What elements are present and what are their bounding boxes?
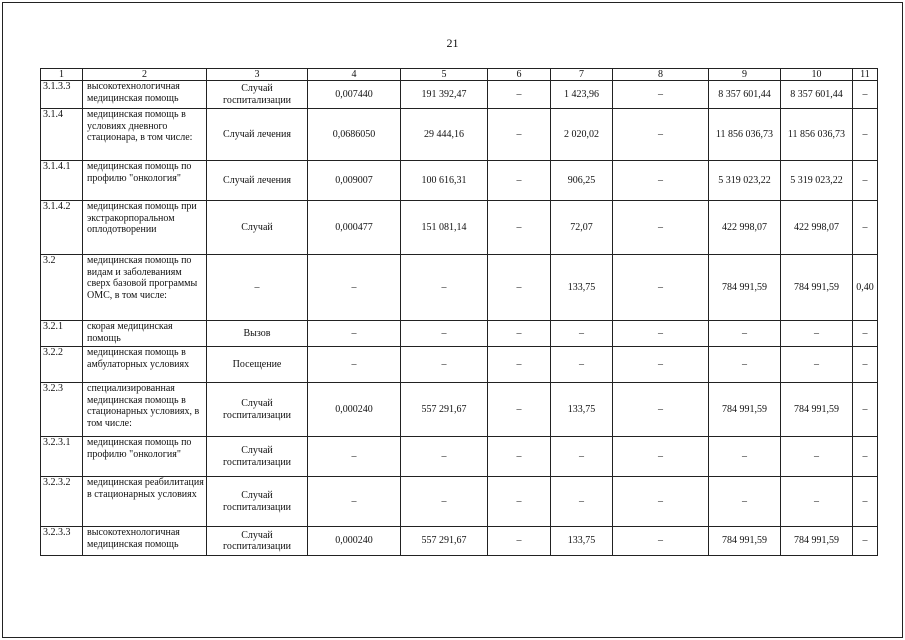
table-cell: 0,000477: [308, 201, 401, 255]
table-cell: 5 319 023,22: [781, 161, 853, 201]
table-cell: –: [781, 477, 853, 527]
table-cell: –: [401, 477, 488, 527]
table-cell: –: [488, 161, 551, 201]
table-cell: –: [781, 347, 853, 383]
table-cell: –: [613, 81, 709, 109]
table-cell: Случай лечения: [207, 161, 308, 201]
table-row: [41, 321, 878, 347]
table-cell: 191 392,47: [401, 81, 488, 109]
table-cell: –: [401, 347, 488, 383]
column-header: 2: [83, 69, 207, 81]
row-name: медицинская помощь по профилю "онкология": [83, 161, 207, 201]
row-code: 3.2.3.3: [41, 527, 83, 556]
table-row: [41, 437, 878, 477]
row-code: 3.2.3.1: [41, 437, 83, 477]
column-header: 8: [613, 69, 709, 81]
column-header: 9: [709, 69, 781, 81]
row-name: медицинская помощь в условиях дневного стационара, в том числе:: [83, 109, 207, 161]
table-cell: –: [853, 437, 878, 477]
row-code: 3.2.1: [41, 321, 83, 347]
table-row: [41, 255, 878, 321]
table-cell: 557 291,67: [401, 383, 488, 437]
table-cell: –: [853, 477, 878, 527]
row-code: 3.1.4: [41, 109, 83, 161]
table-cell: 784 991,59: [781, 255, 853, 321]
table-cell: –: [613, 437, 709, 477]
column-header: 3: [207, 69, 308, 81]
table-cell: 0,40: [853, 255, 878, 321]
data-table: [40, 68, 878, 556]
table-cell: –: [709, 477, 781, 527]
table-cell: –: [853, 527, 878, 556]
table-cell: –: [308, 255, 401, 321]
table-cell: 133,75: [551, 383, 613, 437]
table-cell: –: [781, 321, 853, 347]
row-name: медицинская помощь при экстракорпоральном оплодотворении: [83, 201, 207, 255]
table-cell: –: [613, 201, 709, 255]
table-cell: 784 991,59: [781, 527, 853, 556]
row-name: скорая медицинская помощь: [83, 321, 207, 347]
table-cell: 100 616,31: [401, 161, 488, 201]
table-cell: –: [613, 477, 709, 527]
row-code: 3.2.2: [41, 347, 83, 383]
table-cell: 0,0686050: [308, 109, 401, 161]
table-cell: –: [401, 321, 488, 347]
table-cell: –: [781, 437, 853, 477]
table-cell: –: [308, 347, 401, 383]
table-cell: –: [207, 255, 308, 321]
row-code: 3.1.3.3: [41, 81, 83, 109]
table-cell: –: [709, 321, 781, 347]
table-cell: Случай госпитализации: [207, 383, 308, 437]
table-row: [41, 109, 878, 161]
table-cell: 422 998,07: [781, 201, 853, 255]
header-row: [41, 69, 878, 81]
row-code: 3.2: [41, 255, 83, 321]
column-header: 10: [781, 69, 853, 81]
row-name: медицинская помощь в амбулаторных условиях: [83, 347, 207, 383]
table-cell: 133,75: [551, 527, 613, 556]
column-header: 4: [308, 69, 401, 81]
table-cell: 422 998,07: [709, 201, 781, 255]
table-cell: –: [551, 437, 613, 477]
row-name: медицинская помощь по видам и заболеваниям сверх базовой программы ОМС, в том числе:: [83, 255, 207, 321]
table-cell: –: [551, 347, 613, 383]
table-cell: 0,000240: [308, 527, 401, 556]
table-row: [41, 527, 878, 556]
row-code: 3.2.3.2: [41, 477, 83, 527]
table-cell: 2 020,02: [551, 109, 613, 161]
column-header: 11: [853, 69, 878, 81]
table-cell: 784 991,59: [709, 527, 781, 556]
row-name: высокотехнологичная медицинская помощь: [83, 81, 207, 109]
table-cell: –: [613, 321, 709, 347]
table-row: [41, 477, 878, 527]
row-name: медицинская помощь по профилю "онкология": [83, 437, 207, 477]
table-row: [41, 161, 878, 201]
table-cell: 906,25: [551, 161, 613, 201]
table-cell: –: [709, 347, 781, 383]
table-cell: 11 856 036,73: [709, 109, 781, 161]
table-cell: 133,75: [551, 255, 613, 321]
table-cell: –: [853, 321, 878, 347]
table-cell: Посещение: [207, 347, 308, 383]
table-cell: Вызов: [207, 321, 308, 347]
table-cell: 0,007440: [308, 81, 401, 109]
table-row: [41, 383, 878, 437]
table-cell: 557 291,67: [401, 527, 488, 556]
row-code: 3.1.4.1: [41, 161, 83, 201]
table-cell: –: [613, 161, 709, 201]
table-cell: –: [853, 201, 878, 255]
table-cell: –: [401, 437, 488, 477]
table-cell: –: [551, 477, 613, 527]
column-header: 6: [488, 69, 551, 81]
table-cell: 784 991,59: [781, 383, 853, 437]
table-cell: –: [488, 109, 551, 161]
table-cell: –: [308, 437, 401, 477]
table-cell: 72,07: [551, 201, 613, 255]
table-cell: 8 357 601,44: [781, 81, 853, 109]
table-cell: –: [709, 437, 781, 477]
table-cell: 784 991,59: [709, 383, 781, 437]
table-cell: –: [488, 347, 551, 383]
row-code: 3.2.3: [41, 383, 83, 437]
table-cell: Случай госпитализации: [207, 477, 308, 527]
table-cell: 11 856 036,73: [781, 109, 853, 161]
column-header: 1: [41, 69, 83, 81]
table-cell: –: [551, 321, 613, 347]
table-row: [41, 347, 878, 383]
row-name: высокотехнологичная медицинская помощь: [83, 527, 207, 556]
page-number: 21: [446, 36, 459, 50]
table-cell: –: [613, 347, 709, 383]
column-header: 7: [551, 69, 613, 81]
table-cell: –: [488, 201, 551, 255]
table-cell: Случай: [207, 201, 308, 255]
table-cell: –: [613, 255, 709, 321]
table-cell: –: [488, 383, 551, 437]
table-cell: Случай госпитализации: [207, 81, 308, 109]
table-cell: –: [488, 527, 551, 556]
row-name: медицинская реабилитация в стационарных условиях: [83, 477, 207, 527]
table-cell: –: [853, 161, 878, 201]
table-cell: 29 444,16: [401, 109, 488, 161]
table-cell: –: [308, 477, 401, 527]
table-cell: Случай госпитализации: [207, 527, 308, 556]
table-cell: –: [308, 321, 401, 347]
table-cell: 0,000240: [308, 383, 401, 437]
table-cell: 784 991,59: [709, 255, 781, 321]
table-row: [41, 81, 878, 109]
table-cell: –: [853, 347, 878, 383]
table-cell: –: [488, 477, 551, 527]
table-cell: 1 423,96: [551, 81, 613, 109]
table-cell: –: [853, 383, 878, 437]
row-code: 3.1.4.2: [41, 201, 83, 255]
row-name: специализированная медицинская помощь в стационарных условиях, в том числе:: [83, 383, 207, 437]
table-cell: 8 357 601,44: [709, 81, 781, 109]
table-cell: –: [853, 109, 878, 161]
table-cell: Случай госпитализации: [207, 437, 308, 477]
table-row: [41, 201, 878, 255]
table-cell: –: [613, 527, 709, 556]
table-cell: –: [401, 255, 488, 321]
table-cell: 0,009007: [308, 161, 401, 201]
table-cell: 151 081,14: [401, 201, 488, 255]
table-cell: –: [853, 81, 878, 109]
table-cell: Случай лечения: [207, 109, 308, 161]
column-header: 5: [401, 69, 488, 81]
table-cell: –: [488, 81, 551, 109]
table-cell: –: [613, 383, 709, 437]
table-cell: –: [488, 437, 551, 477]
table-cell: –: [613, 109, 709, 161]
table-cell: 5 319 023,22: [709, 161, 781, 201]
table-cell: –: [488, 255, 551, 321]
table-cell: –: [488, 321, 551, 347]
